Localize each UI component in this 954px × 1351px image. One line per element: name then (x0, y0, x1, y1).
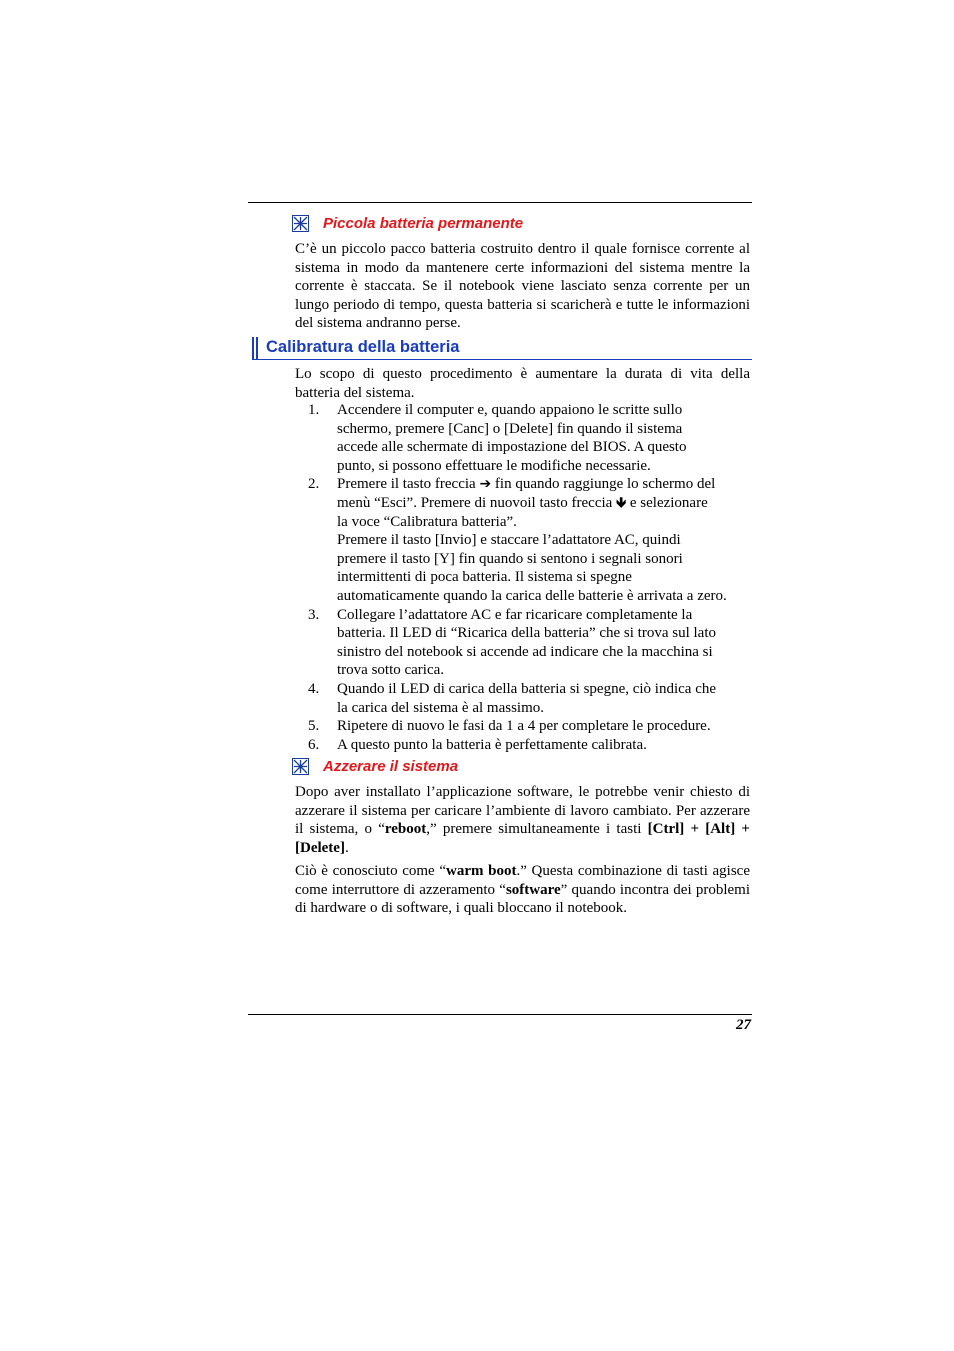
list-item: 5. Ripetere di nuovo le fasi da 1 a 4 per completare le procedure. (308, 718, 711, 735)
bottom-rule (248, 1014, 752, 1015)
subheading-title: Piccola batteria permanente (323, 215, 524, 232)
section-title: Calibratura della batteria (266, 338, 460, 356)
section-heading (252, 337, 752, 360)
paragraph-reboot: Dopo aver installato l’applicazione software, le potrebbe venir chiesto di azzerare il sistema per caricare l’ambiente di lavoro cambiato. Per azzerare il sistema, o “reboot,” premere simultaneamente i tasti [Ctrl] + [Alt] + [Delete]. (295, 784, 750, 856)
list-item: 3. Collegare l’adattatore AC e far ricaricare completamente la batteria. Il LED di “Ricarica della batteria” che si trova sul lato sinistro del notebook si accende ad indicare che la macchina si trova sotto carica. (308, 606, 716, 679)
down-arrow-icon: 🡻 (616, 494, 627, 511)
x-box-icon (292, 215, 309, 232)
list-item: 6. A questo punto la batteria è perfettamente calibrata. (308, 736, 647, 753)
paragraph-warm-boot: Ciò è conosciuto come “warm boot.” Questa combinazione di tasti agisce come interruttore di azzeramento “software” quando incontra dei problemi di hardware o di software, i quali bloccano il notebook. (295, 863, 751, 917)
x-box-icon (292, 758, 309, 775)
subheading-title: Azzerare il sistema (323, 758, 459, 775)
heading-bar (252, 337, 258, 359)
paragraph-intro: Lo scopo di questo procedimento è aumentare la durata di vita della batteria del sistema. (295, 366, 750, 401)
paragraph-battery: C’è un piccolo pacco batteria costruito dentro il quale fornisce corrente al sistema in modo da mantenere certe informazioni del sistema mentre la corrente è staccata. Se il notebook viene lasciato senza corrente per un lungo periodo di tempo, questa batteria si scaricherà e tutte le informazioni del sistema andranno perse. (295, 241, 750, 332)
right-arrow-icon: ➔ (479, 476, 492, 493)
list-item: 2. Premere il tasto freccia ➔ fin quando raggiunge lo schermo del menù “Esci”. Premere di nuovoil tasto freccia 🡻 e selezionare la voce “Calibratura batteria”. Premere il tasto [Invio] e staccare l’adattatore AC, quindi premere il tasto [Y] fin quando si sentono i segnali sonori intermittenti di poca batteria. Il sistema si spegne automaticamente quando la carica delle batterie è arrivata a zero. (308, 476, 727, 604)
subheading-piccola-batteria (292, 215, 523, 232)
subheading-azzerare (292, 758, 458, 775)
list-item: 4. Quando il LED di carica della batteria si spegne, ciò indica che la carica del sistema è al massimo. (308, 680, 717, 716)
page-number: 27 (736, 1017, 751, 1033)
calibration-steps (295, 401, 757, 754)
top-rule (248, 202, 752, 203)
list-item: 1. Accendere il computer e, quando appaiono le scritte sullo schermo, premere [Canc] o [Delete] fin quando il sistema accede alle schermate di impostazione del BIOS. A questo punto, si possono effettuare le modifiche necessarie. (308, 402, 687, 474)
